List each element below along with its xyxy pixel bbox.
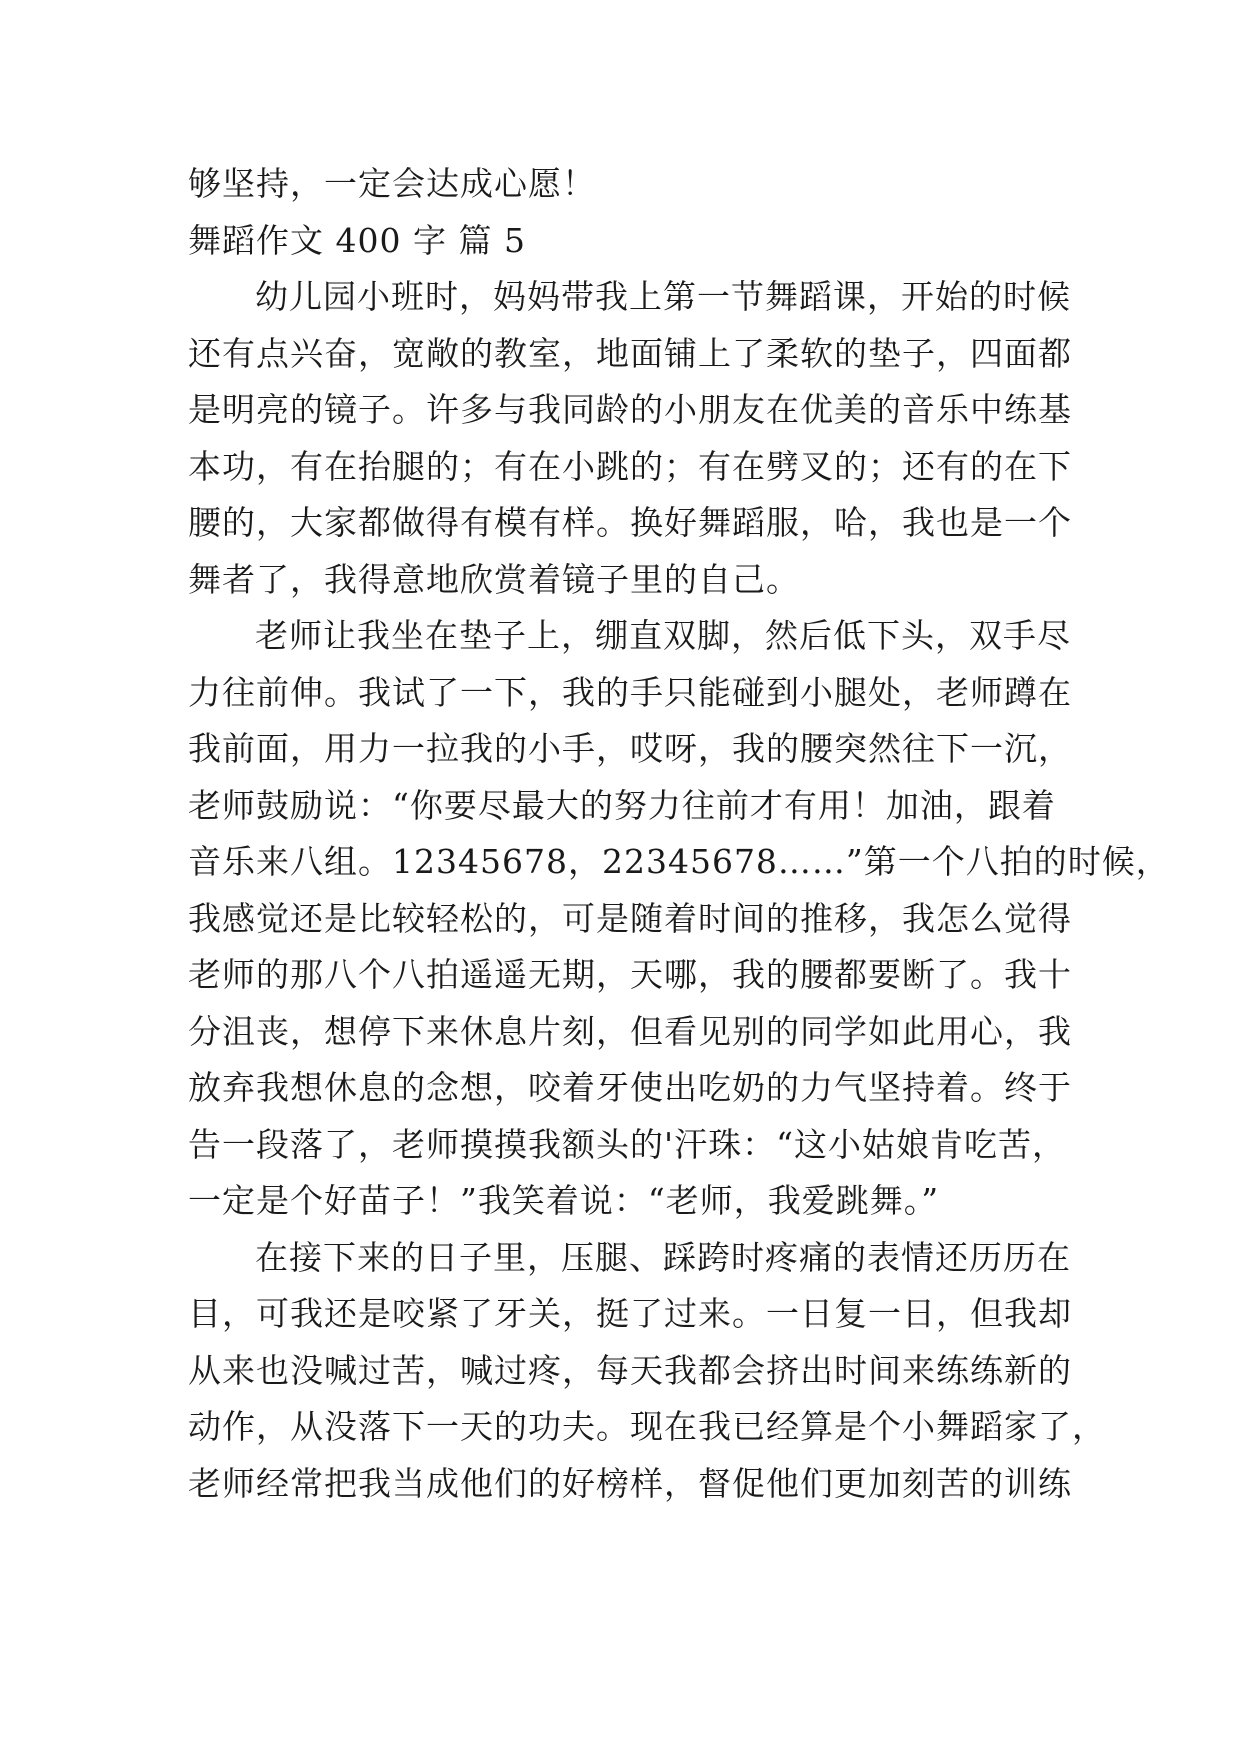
paragraph-line: 老师经常把我当成他们的好榜样，督促他们更加刻苦的训练 [188,1463,1072,1503]
paragraph-line: 音乐来八组。12345678，22345678……”第一个八拍的时候， [188,842,1170,881]
paragraph-line: 还有点兴奋，宽敞的教室，地面铺上了柔软的垫子，四面都 [188,333,1072,373]
paragraph-line: 老师让我坐在垫子上，绷直双脚，然后低下头，双手尽 [255,616,1071,655]
paragraph-line: 我前面，用力一拉我的小手，哎呀，我的腰突然往下一沉， [188,729,1072,768]
paragraph-line: 动作，从没落下一天的功夫。现在我已经算是个小舞蹈家了， [188,1407,1106,1446]
continuation-line: 够坚持，一定会达成心愿！ [188,164,596,203]
paragraph-line: 一定是个好苗子！”我笑着说：“老师，我爱跳舞。” [188,1181,940,1220]
paragraph-line: 放弃我想休息的念想，咬着牙使出吃奶的力气坚持着。终于 [188,1068,1072,1107]
paragraph-line: 告一段落了，老师摸摸我额头的'汗珠：“这小姑娘肯吃苦， [188,1124,1066,1164]
paragraph-line: 目，可我还是咬紧了牙关，挺了过来。一日复一日，但我却 [188,1294,1072,1333]
paragraph-line: 从来也没喊过苦，喊过疼，每天我都会挤出时间来练练新的 [188,1350,1072,1390]
paragraph-line: 老师的那八个八拍遥遥无期，天哪，我的腰都要断了。我十 [188,955,1072,994]
paragraph-line: 分沮丧，想停下来休息片刻，但看见别的同学如此用心，我 [188,1011,1072,1051]
paragraph-line: 力往前伸。我试了一下，我的手只能碰到小腿处，老师蹲在 [188,672,1072,712]
paragraph-line: 舞者了，我得意地欣赏着镜子里的自己。 [188,559,800,599]
paragraph-3 [188,1230,1106,1513]
paragraph-line: 腰的，大家都做得有模有样。换好舞蹈服，哈，我也是一个 [188,503,1072,542]
document-body [188,156,1170,1512]
section-title: 舞蹈作文 400 字 篇 5 [188,220,526,260]
paragraph-line: 幼儿园小班时，妈妈带我上第一节舞蹈课，开始的时候 [255,277,1071,316]
paragraph-line: 我感觉还是比较轻松的，可是随着时间的推移，我怎么觉得 [188,898,1072,938]
paragraph-line: 在接下来的日子里，压腿、踩跨时疼痛的表情还历历在 [255,1237,1071,1277]
paragraph-line: 本功，有在抬腿的；有在小跳的；有在劈叉的；还有的在下 [188,446,1072,486]
paragraph-2 [188,608,1170,1230]
paragraph-line: 是明亮的镜子。许多与我同龄的小朋友在优美的音乐中练基 [188,390,1072,429]
paragraph-line: 老师鼓励说：“你要尽最大的努力往前才有用！加油，跟着 [188,785,1056,825]
paragraph-1 [188,269,1072,608]
